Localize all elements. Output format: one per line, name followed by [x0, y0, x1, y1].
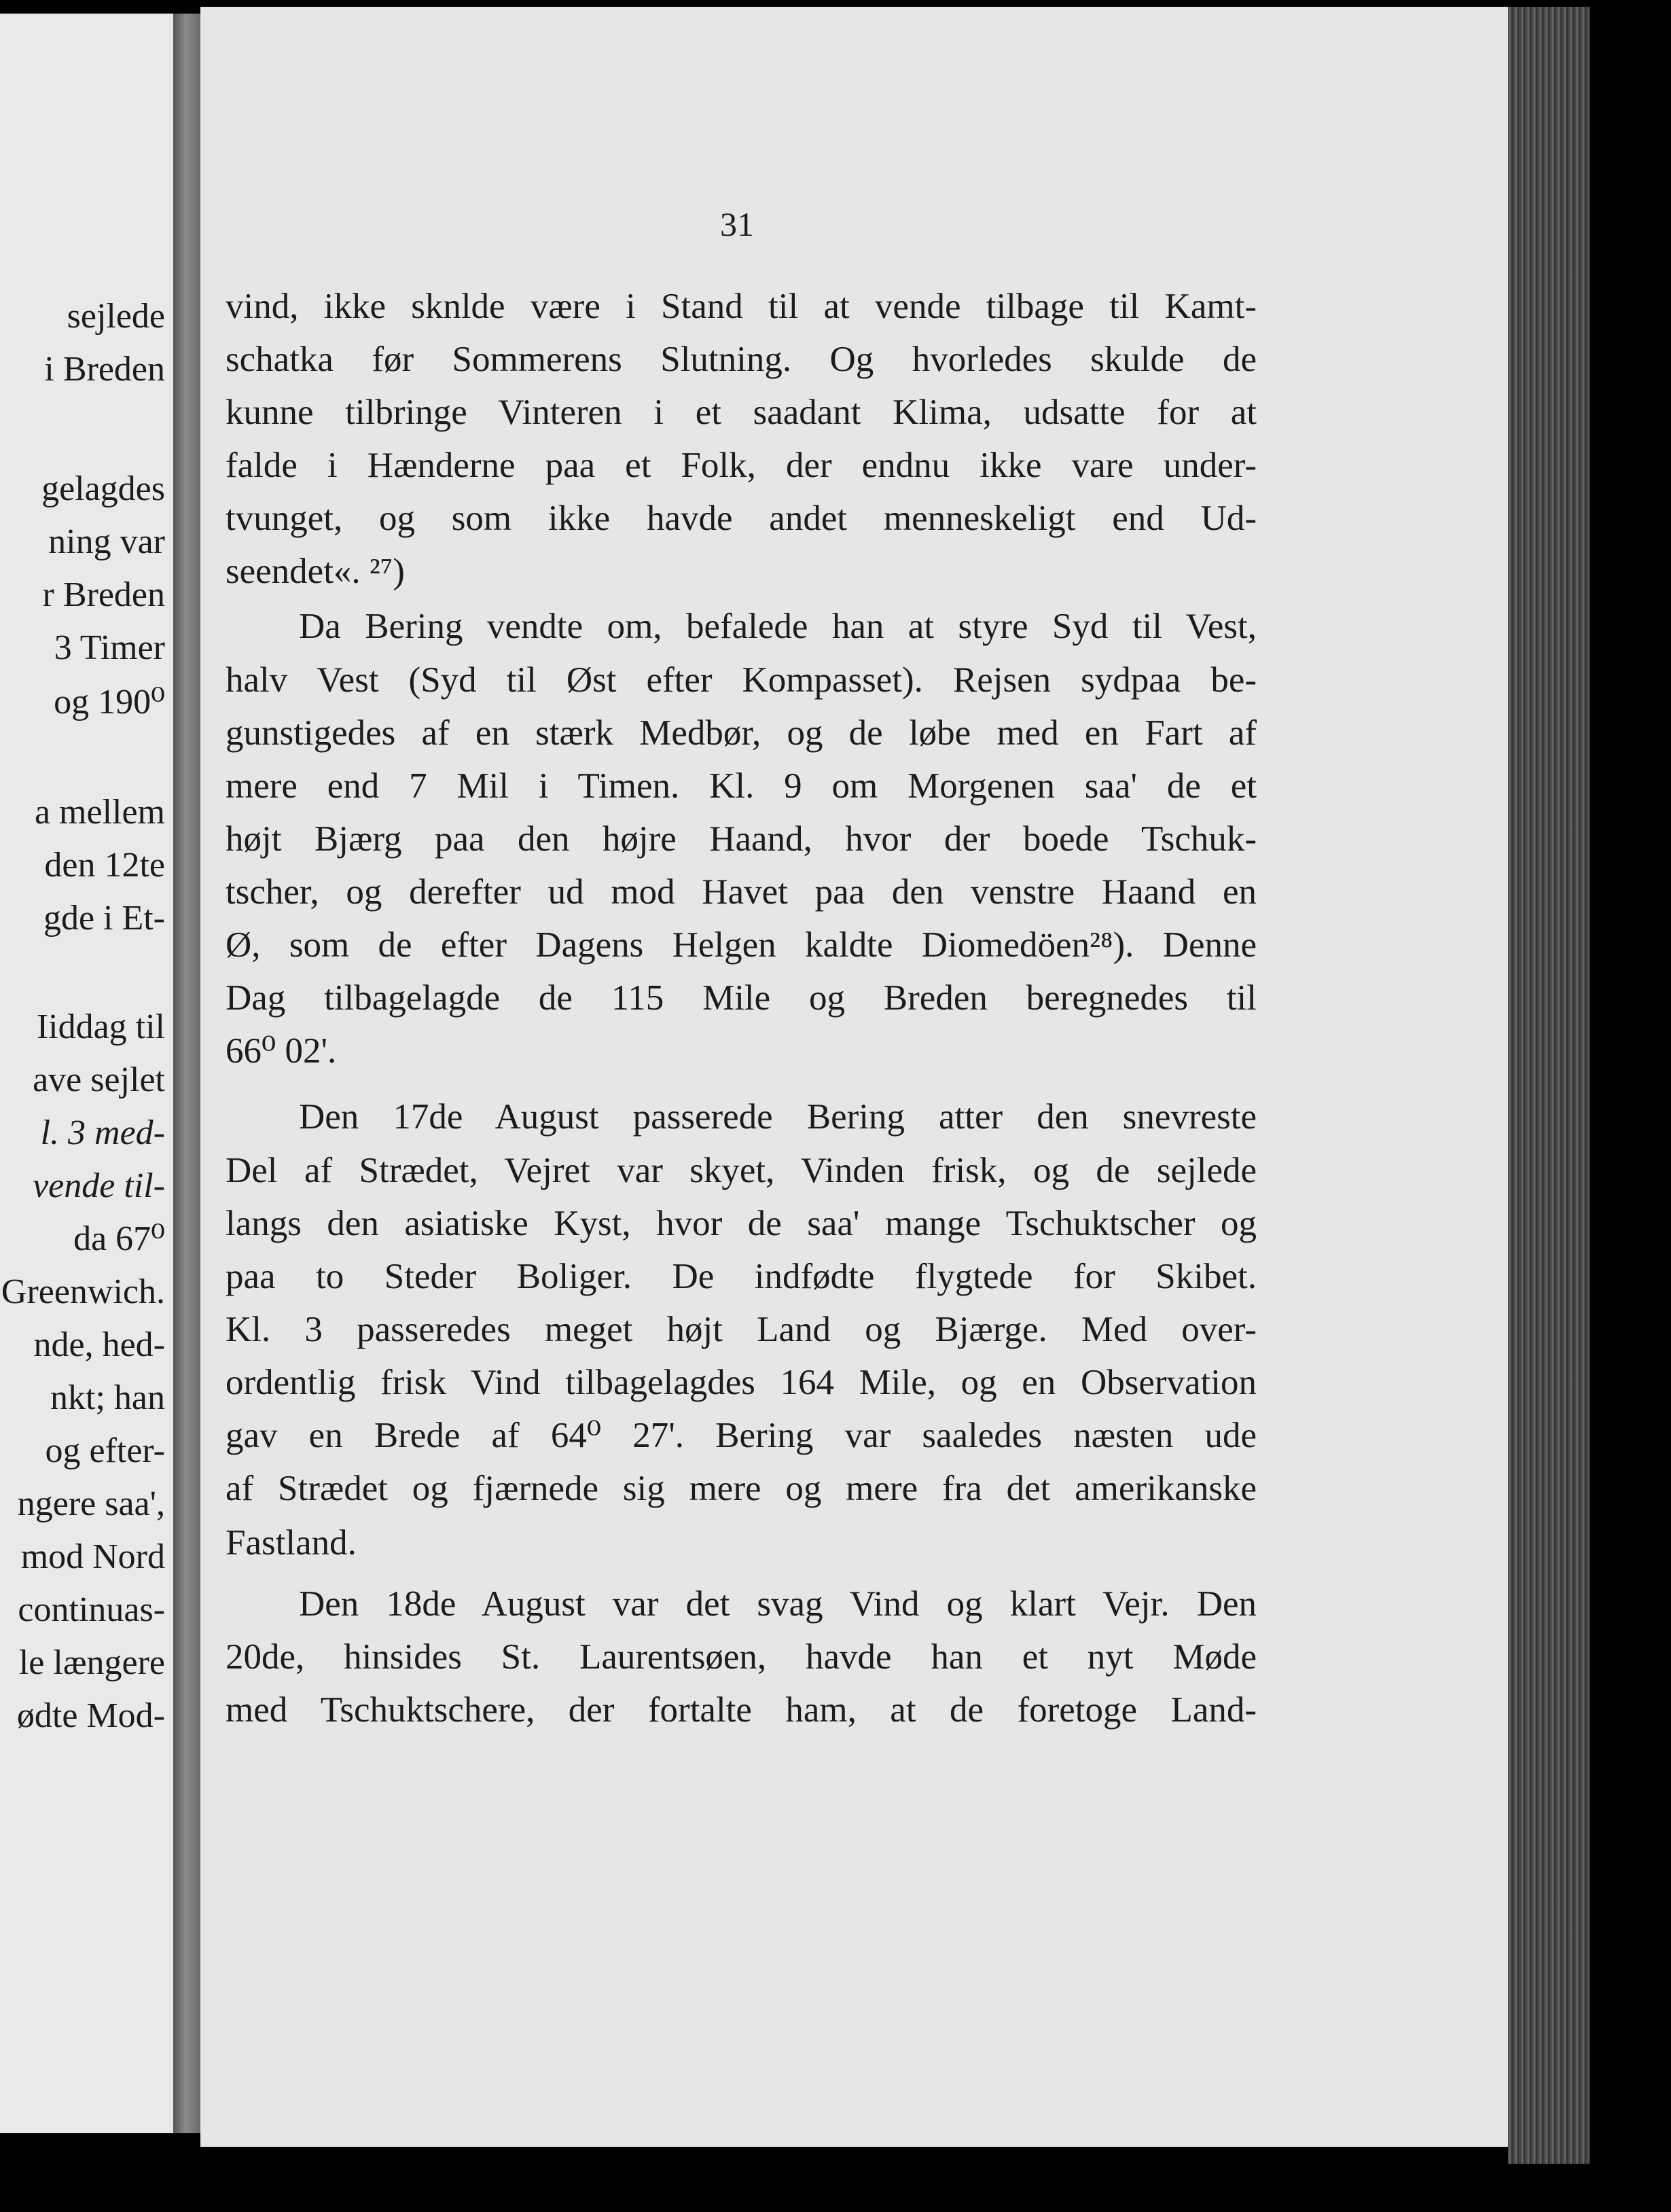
text-line: Kl. 3 passeredes meget højt Land og Bjærge. Med over-	[226, 1310, 1257, 1349]
text-line: paa to Steder Boliger. De indfødte flygtede for Skibet.	[226, 1257, 1257, 1296]
text-line: mere end 7 Mil i Timen. Kl. 9 om Morgenen saa' de et	[226, 766, 1257, 806]
left-page-line: ning var	[48, 522, 165, 561]
text-line: højt Bjærg paa den højre Haand, hvor der boede Tschuk-	[226, 819, 1257, 859]
page-block-edge	[1508, 7, 1589, 2164]
left-page-line: Iiddag til	[36, 1007, 165, 1046]
left-page-fragment	[0, 14, 173, 2133]
left-page-line: a mellem	[34, 793, 165, 832]
left-page-line: Greenwich.	[1, 1272, 165, 1311]
text-line: 20de, hinsides St. Laurentsøen, havde han et nyt Møde	[226, 1637, 1257, 1677]
text-line: med Tschuktschere, der fortalte ham, at de foretoge Land-	[226, 1690, 1257, 1730]
left-page-line: nkt; han	[50, 1378, 165, 1417]
text-line: seendet«. ²⁷)	[226, 552, 405, 591]
text-line: gav en Brede af 64⁰ 27'. Bering var saaledes næsten ude	[226, 1416, 1257, 1455]
text-line: falde i Hænderne paa et Folk, der endnu ikke vare under-	[226, 446, 1257, 485]
text-line: Fastland.	[226, 1523, 357, 1563]
left-page-line: vende til-	[33, 1166, 165, 1205]
left-page-line: continuas-	[18, 1590, 165, 1629]
left-page-line: gelagdes	[41, 469, 165, 508]
text-line: langs den asiatiske Kyst, hvor de saa' mange Tschuktscher og	[226, 1204, 1257, 1243]
text-line: schatka før Sommerens Slutning. Og hvorledes skulde de	[226, 340, 1257, 379]
left-page-line: nde, hed-	[33, 1325, 165, 1364]
book-gutter	[173, 14, 200, 2133]
text-line: Den 17de August passerede Bering atter den snevreste	[299, 1097, 1257, 1137]
left-page-line: 3 Timer	[54, 628, 165, 667]
left-page-line: gde i Et-	[43, 899, 165, 938]
text-line: Del af Strædet, Vejret var skyet, Vinden frisk, og de sejlede	[226, 1151, 1257, 1190]
book-page	[200, 7, 1508, 2147]
left-page-line: mod Nord	[20, 1537, 165, 1576]
left-page-line: ave sejlet	[33, 1060, 165, 1099]
text-line: gunstigedes af en stærk Medbør, og de løbe med en Fart af	[226, 713, 1257, 753]
text-line: Den 18de August var det svag Vind og klart Vejr. Den	[299, 1584, 1257, 1624]
text-line: 66⁰ 02'.	[226, 1031, 337, 1071]
left-page-line: og efter-	[45, 1431, 165, 1470]
text-line: Ø, som de efter Dagens Helgen kaldte Diomedöen²⁸). Denne	[226, 925, 1257, 965]
text-line: tvunget, og som ikke havde andet menneskeligt end Ud-	[226, 499, 1257, 538]
left-page-line: og 190⁰	[54, 683, 165, 721]
left-page-line: le længere	[18, 1643, 165, 1682]
text-line: Da Bering vendte om, befalede han at styre Syd til Vest,	[299, 607, 1257, 646]
text-line: kunne tilbringe Vinteren i et saadant Klima, udsatte for at	[226, 393, 1257, 432]
left-page-line: ngere saa',	[17, 1484, 165, 1523]
text-line: ordentlig frisk Vind tilbagelagdes 164 Mile, og en Observation	[226, 1363, 1257, 1402]
left-page-line: ødte Mod-	[16, 1696, 165, 1735]
left-page-line: da 67⁰	[73, 1219, 165, 1258]
left-page-line: r Breden	[42, 575, 165, 614]
text-line: halv Vest (Syd til Øst efter Kompasset). Rejsen sydpaa be-	[226, 660, 1257, 700]
left-page-line: i Breden	[44, 350, 165, 389]
text-line: tscher, og derefter ud mod Havet paa den venstre Haand en	[226, 872, 1257, 912]
text-line: vind, ikke sknlde være i Stand til at vende tilbage til Kamt-	[226, 287, 1257, 326]
left-page-line: sejlede	[67, 297, 165, 336]
left-page-line: l. 3 med-	[40, 1113, 165, 1152]
text-line: Dag tilbagelagde de 115 Mile og Breden beregnedes til	[226, 978, 1257, 1018]
text-line: af Strædet og fjærnede sig mere og mere fra det amerikanske	[226, 1469, 1257, 1508]
page-number: 31	[720, 205, 754, 243]
left-page-line: den 12te	[44, 846, 165, 885]
